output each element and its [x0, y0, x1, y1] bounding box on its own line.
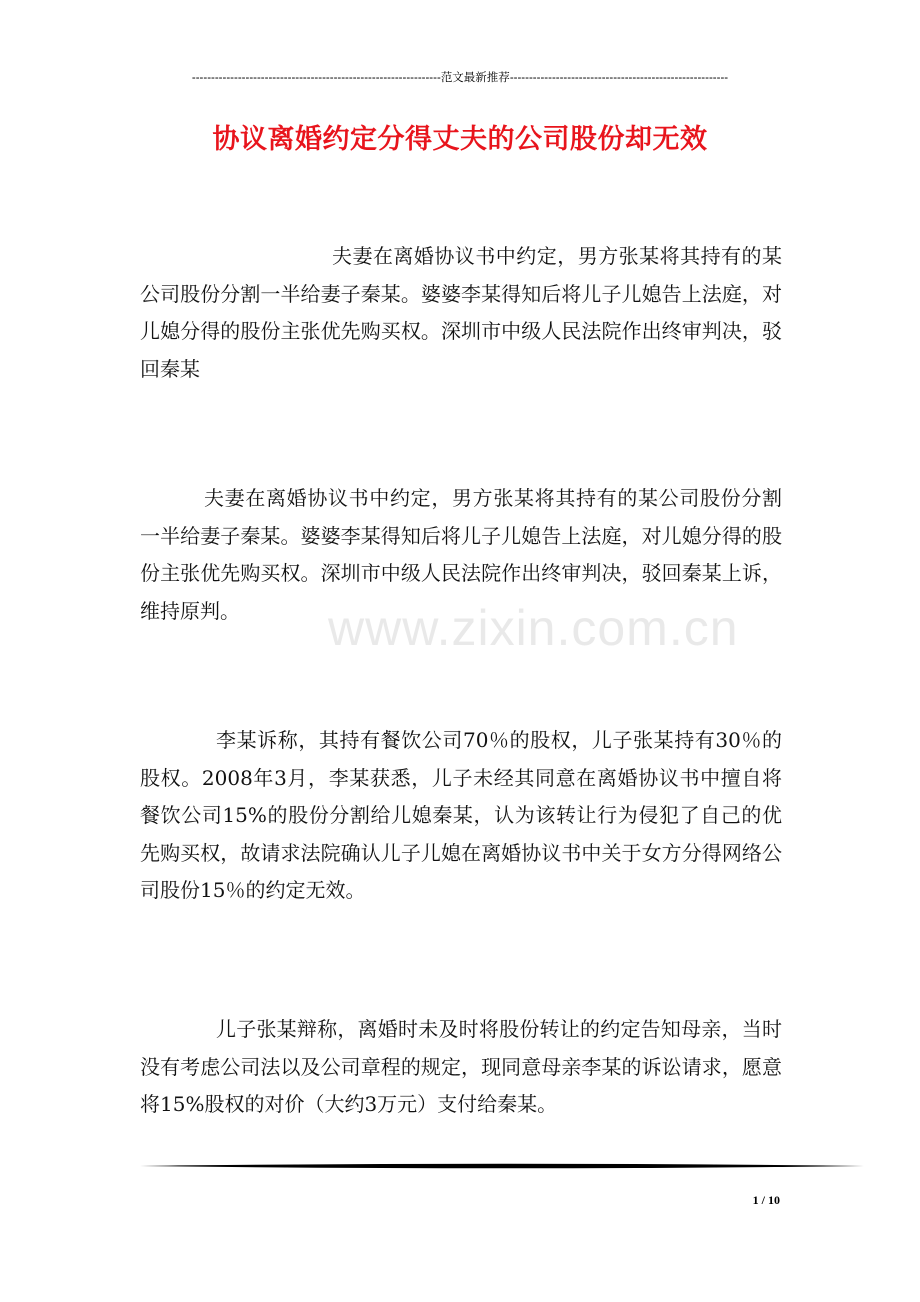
- watermark: www.zixin.com.cn: [328, 600, 739, 656]
- header-dashes-left: -----------------------------------------------------------------: [191, 72, 441, 84]
- paragraph-4: 儿子张某辩称，离婚时未及时将股份转让的约定告知母亲，当时没有考虑公司法以及公司章程的规定，现同意母亲李某的诉讼请求，愿意将15%股权的对价（大约3万元）支付给秦某。: [140, 1017, 782, 1116]
- footer-rule: [140, 1163, 864, 1169]
- header-label: 范文最新推荐: [440, 72, 510, 84]
- paragraph-3: 李某诉称，其持有餐饮公司70％的股权，儿子张某持有30％的股权。2008年3月，李某获悉，儿子未经其同意在离婚协议书中擅自将餐饮公司15%的股份分割给儿媳秦某，认为该转让行为侵犯了自己的优先购买权，故请求法院确认儿子儿媳在离婚协议书中关于女方分得网络公司股份15％的约定无效。: [140, 728, 782, 902]
- header-dashes-right: ---------------------------------------------------------: [509, 72, 729, 84]
- page-number: 1 / 10: [752, 1193, 780, 1207]
- paragraph-2: 夫妻在离婚协议书中约定，男方张某将其持有的某公司股份分割一半给妻子秦某。婆婆李某得知后将儿子儿媳告上法庭，对儿媳分得的股份主张优先购买权。深圳市中级人民法院作出终审判决，驳回秦某上诉，维持原判。: [140, 486, 782, 623]
- page-header: [140, 68, 780, 88]
- document-title: 协议离婚约定分得丈夫的公司股份却无效: [212, 124, 708, 155]
- paragraph-1: 夫妻在离婚协议书中约定，男方张某将其持有的某公司股份分割一半给妻子秦某。婆婆李某得知后将儿子儿媳告上法庭，对儿媳分得的股份主张优先购买权。深圳市中级人民法院作出终审判决，驳回秦某: [140, 244, 782, 381]
